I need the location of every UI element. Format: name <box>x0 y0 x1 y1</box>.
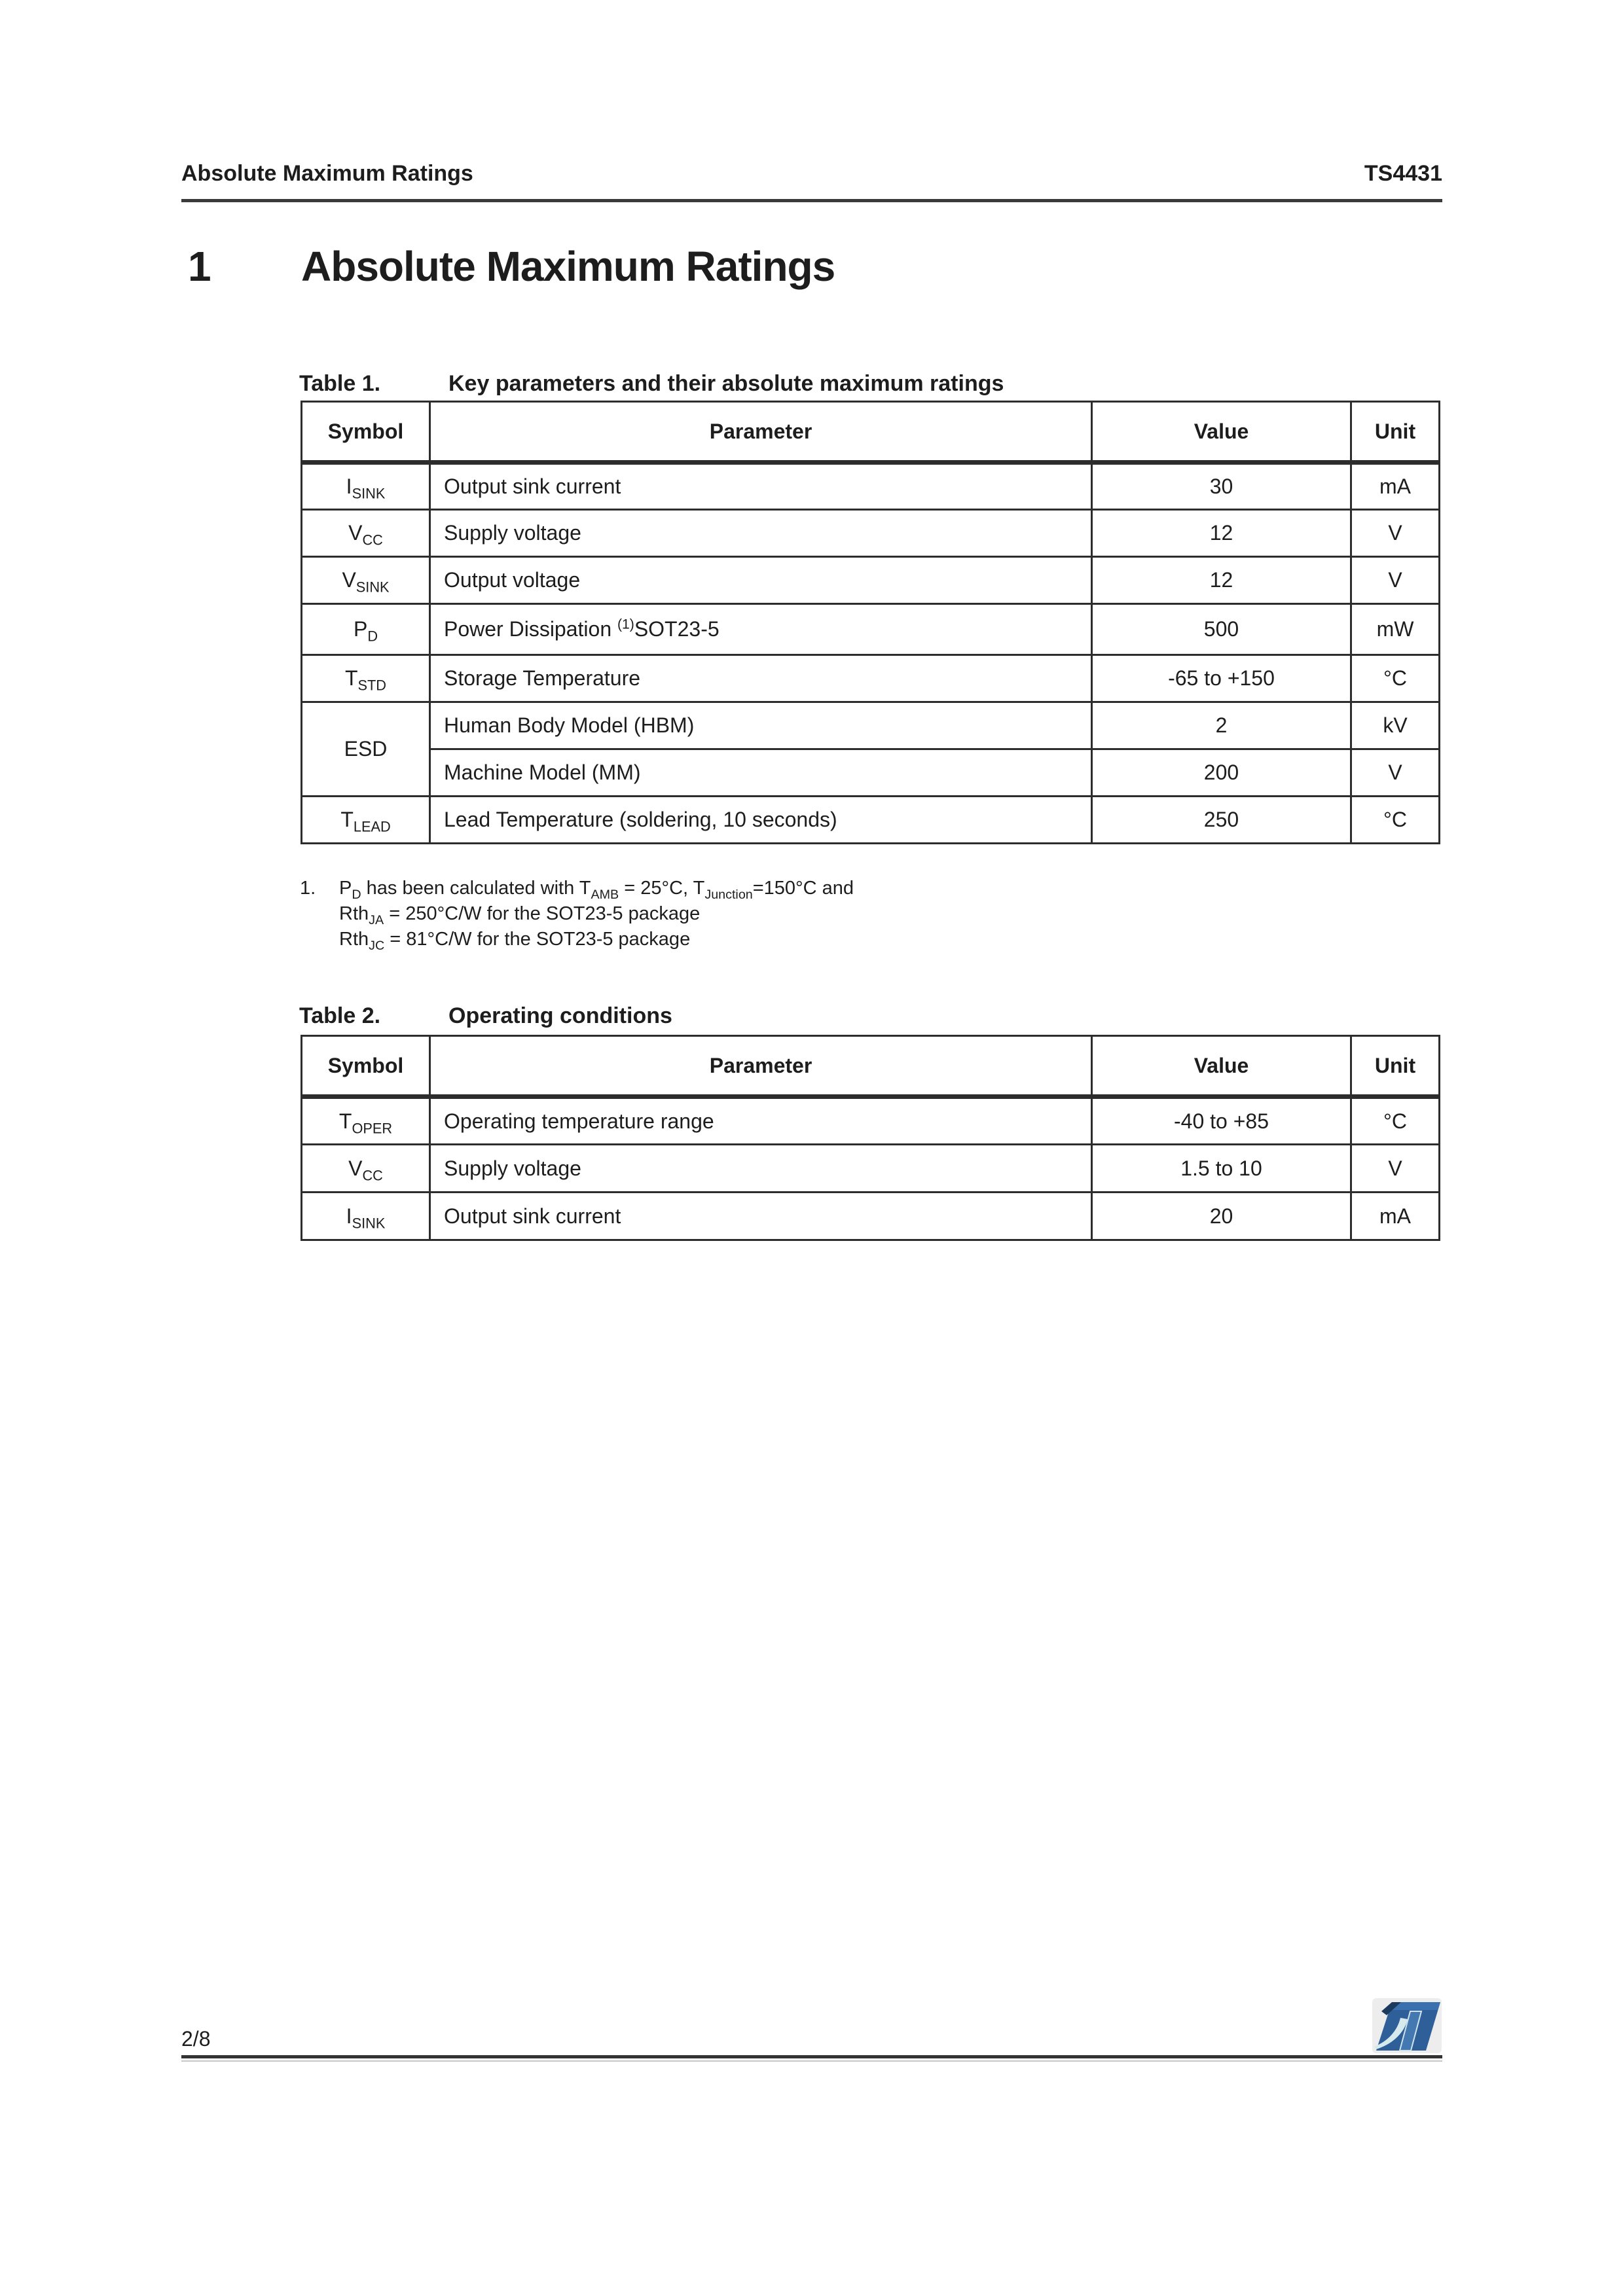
cell-value: 12 <box>1092 510 1351 557</box>
cell-parameter: Supply voltage <box>430 1145 1092 1193</box>
column-header-unit: Unit <box>1351 402 1440 463</box>
cell-value: 2 <box>1092 702 1351 749</box>
table-1-header-row <box>302 402 1440 463</box>
cell-value: 500 <box>1092 604 1351 655</box>
page-number: 2/8 <box>181 2027 211 2051</box>
cell-unit: kV <box>1351 702 1440 749</box>
table-2-caption <box>299 1003 672 1029</box>
cell-parameter: Machine Model (MM) <box>430 749 1092 797</box>
cell-parameter: Human Body Model (HBM) <box>430 702 1092 749</box>
cell-unit: V <box>1351 1145 1440 1193</box>
cell-value: -65 to +150 <box>1092 655 1351 702</box>
column-header-value: Value <box>1092 1036 1351 1097</box>
table-row <box>302 1193 1440 1240</box>
running-header <box>181 161 1442 186</box>
section-title: Absolute Maximum Ratings <box>301 243 835 290</box>
cell-value: 250 <box>1092 797 1351 844</box>
cell-parameter: Lead Temperature (soldering, 10 seconds) <box>430 797 1092 844</box>
cell-unit: V <box>1351 749 1440 797</box>
cell-symbol: $I_{SINK}$ <box>302 463 430 510</box>
table-1 <box>301 401 1440 844</box>
table-row <box>302 1097 1440 1145</box>
cell-symbol: $V_{CC}$ <box>302 1145 430 1193</box>
column-header-parameter: Parameter <box>430 402 1092 463</box>
cell-parameter: Output sink current <box>430 463 1092 510</box>
footer-rule-light <box>181 2060 1442 2062</box>
header-rule <box>181 199 1442 202</box>
table-row <box>302 655 1440 702</box>
cell-unit: °C <box>1351 1097 1440 1145</box>
cell-parameter: Power Dissipation $^{(1)}$SOT23-5 <box>430 604 1092 655</box>
cell-parameter: Output sink current <box>430 1193 1092 1240</box>
cell-parameter: Output voltage <box>430 557 1092 604</box>
cell-symbol: $I_{SINK}$ <box>302 1193 430 1240</box>
cell-symbol: $T_{OPER}$ <box>302 1097 430 1145</box>
cell-unit: V <box>1351 557 1440 604</box>
table-1-caption <box>299 370 1004 397</box>
cell-symbol: $T_{LEAD}$ <box>302 797 430 844</box>
section-heading <box>181 243 835 289</box>
cell-unit: °C <box>1351 797 1440 844</box>
cell-parameter: Operating temperature range <box>430 1097 1092 1145</box>
table-1-footnote <box>300 876 854 952</box>
table-1-caption-label: Table 1. <box>299 371 381 396</box>
footnote-marker: 1. <box>300 878 316 899</box>
table-1-caption-title: Key parameters and their absolute maximum ratings <box>448 371 1004 396</box>
cell-value: 200 <box>1092 749 1351 797</box>
cell-value: 30 <box>1092 463 1351 510</box>
cell-value: 1.5 to 10 <box>1092 1145 1351 1193</box>
footnote-line: Rth$_{JA}$ = 250°C/W for the SOT23-5 package <box>339 903 701 927</box>
footer-rule <box>181 2055 1442 2058</box>
footnote-line: $P_D$ has been calculated with $T_{AMB} = 25^\circ C$, $T_{Junction}=150^\circ C$ and <box>339 878 854 902</box>
cell-symbol: $V_{SINK}$ <box>302 557 430 604</box>
section-number: 1 <box>188 243 211 290</box>
table-row <box>302 557 1440 604</box>
cell-value: -40 to +85 <box>1092 1097 1351 1145</box>
running-header-title: Absolute Maximum Ratings <box>181 161 473 186</box>
table-row <box>302 749 1440 797</box>
cell-symbol: $V_{CC}$ <box>302 510 430 557</box>
cell-unit: °C <box>1351 655 1440 702</box>
column-header-symbol: Symbol <box>302 402 430 463</box>
cell-parameter: Supply voltage <box>430 510 1092 557</box>
table-2-header-row <box>302 1036 1440 1097</box>
table-row <box>302 604 1440 655</box>
table-row <box>302 463 1440 510</box>
table-row <box>302 510 1440 557</box>
table-2 <box>301 1035 1440 1241</box>
cell-unit: V <box>1351 510 1440 557</box>
column-header-unit: Unit <box>1351 1036 1440 1097</box>
part-number: TS4431 <box>1364 161 1442 186</box>
cell-unit: mA <box>1351 1193 1440 1240</box>
footnote-line: Rth$_{JC}$ = 81°C/W for the SOT23-5 package <box>339 929 691 953</box>
table-row <box>302 797 1440 844</box>
table-row <box>302 1145 1440 1193</box>
column-header-value: Value <box>1092 402 1351 463</box>
cell-symbol: $T_{STD}$ <box>302 655 430 702</box>
cell-parameter: Storage Temperature <box>430 655 1092 702</box>
column-header-parameter: Parameter <box>430 1036 1092 1097</box>
footnote-body <box>339 876 854 952</box>
column-header-symbol: Symbol <box>302 1036 430 1097</box>
cell-value: 12 <box>1092 557 1351 604</box>
st-logo <box>1371 1995 1443 2055</box>
table-2-caption-title: Operating conditions <box>448 1003 672 1028</box>
cell-unit: mA <box>1351 463 1440 510</box>
cell-unit: mW <box>1351 604 1440 655</box>
table-2-caption-label: Table 2. <box>299 1003 381 1028</box>
cell-symbol: ESD <box>302 702 430 797</box>
cell-value: 20 <box>1092 1193 1351 1240</box>
cell-symbol: $P_D$ <box>302 604 430 655</box>
table-row <box>302 702 1440 749</box>
